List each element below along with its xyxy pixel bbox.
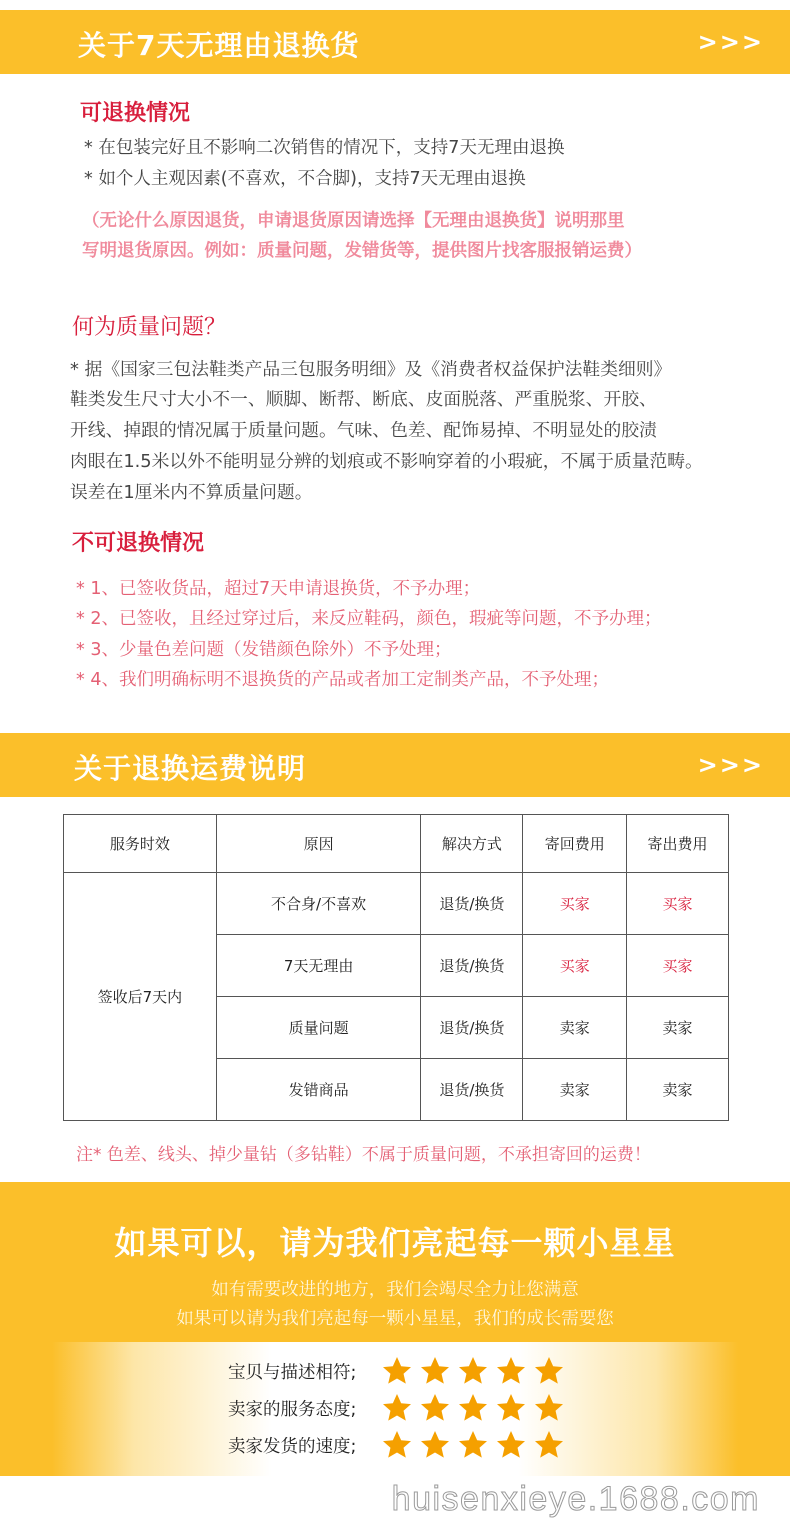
rating-row	[228, 1391, 568, 1425]
star-group	[378, 1353, 568, 1389]
rating-subtitle: 如有需要改进的地方，我们会竭尽全力让您满意	[211, 1280, 579, 1300]
table-row	[64, 873, 729, 935]
quality-line: 肉眼在1.5米以外不能明显分辨的划痕或不影响穿着的小瑕疵，不属于质量范畴。	[70, 451, 703, 472]
star-icon	[530, 1353, 568, 1389]
star-icon	[530, 1390, 568, 1426]
table-header-cell: 原因	[216, 815, 421, 873]
star-icon	[378, 1353, 416, 1389]
star-icon	[378, 1390, 416, 1426]
nonreturn-line: * 4、我们明确标明不退换货的产品或者加工定制类产品，不予处理；	[76, 670, 609, 690]
banner-title: 关于7天无理由退换货	[78, 29, 360, 62]
footer	[0, 1476, 790, 1532]
table-header-cell: 寄回费用	[523, 815, 627, 873]
return-fee-cell: 买家	[523, 873, 627, 935]
rating-subtitle: 如果可以请为我们亮起每一颗小星星，我们的成长需要您	[176, 1309, 614, 1329]
shop-domain: huisenxieye.1688.com	[391, 1480, 760, 1518]
banner-arrows: >>>	[697, 751, 764, 779]
return-fee-cell: 卖家	[523, 997, 627, 1059]
reason-cell: 发错商品	[216, 1059, 421, 1121]
reason-cell: 7天无理由	[216, 935, 421, 997]
rating-label: 卖家的服务态度;	[228, 1399, 357, 1420]
return-fee-cell: 买家	[523, 935, 627, 997]
notice-line: （无论什么原因退货，申请退货原因请选择【无理由退换货】说明那里	[82, 211, 625, 231]
rating-box	[52, 1342, 738, 1476]
reason-cell: 质量问题	[216, 997, 421, 1059]
rating-row	[228, 1428, 568, 1462]
solution-cell: 退货/换货	[421, 873, 523, 935]
rating-request-panel	[0, 1182, 790, 1476]
shipping-fee-table	[63, 814, 729, 1121]
service-period-cell: 签收后7天内	[64, 873, 217, 1121]
rating-label: 卖家发货的速度;	[228, 1436, 357, 1457]
shipping-note: 注* 色差、线头、掉少量钻（多钻鞋）不属于质量问题，不承担寄回的运费！	[76, 1145, 651, 1165]
nonreturn-line: * 3、少量色差问题（发错颜色除外）不予处理；	[76, 640, 452, 660]
star-icon	[378, 1427, 416, 1463]
banner-arrows: >>>	[697, 28, 764, 56]
nonreturn-heading: 不可退换情况	[72, 531, 205, 556]
send-fee-cell: 买家	[627, 873, 729, 935]
star-group	[378, 1427, 568, 1463]
solution-cell: 退货/换货	[421, 997, 523, 1059]
star-icon	[492, 1390, 530, 1426]
send-fee-cell: 卖家	[627, 1059, 729, 1121]
banner-title: 关于退换运费说明	[74, 752, 307, 785]
return-fee-cell: 卖家	[523, 1059, 627, 1121]
nonreturn-line: * 1、已签收货品，超过7天申请退换货，不予办理；	[76, 579, 481, 599]
returnable-line: * 如个人主观因素(不喜欢，不合脚)，支持7天无理由退换	[84, 169, 526, 189]
quality-line: * 据《国家三包法鞋类产品三包服务明细》及《消费者权益保护法鞋类细则》	[70, 359, 672, 380]
rating-row	[228, 1354, 568, 1388]
returnable-heading: 可退换情况	[80, 101, 191, 126]
quality-line: 开线、掉跟的情况属于质量问题。气味、色差、配饰易掉、不明显处的胶渍	[70, 420, 657, 441]
star-icon	[454, 1353, 492, 1389]
table-header-cell: 寄出费用	[627, 815, 729, 873]
quality-heading: 何为质量问题？	[72, 315, 227, 340]
quality-line: 误差在1厘米内不算质量问题。	[70, 482, 313, 503]
nonreturn-line: * 2、已签收，且经过穿过后，来反应鞋码，颜色，瑕疵等问题，不予办理；	[76, 609, 662, 629]
star-icon	[530, 1427, 568, 1463]
section-banner-shipping	[0, 733, 790, 797]
star-icon	[416, 1427, 454, 1463]
table-header-cell: 服务时效	[64, 815, 217, 873]
solution-cell: 退货/换货	[421, 1059, 523, 1121]
quality-line: 鞋类发生尺寸大小不一、顺脚、断帮、断底、皮面脱落、严重脱浆、开胶、	[70, 389, 657, 410]
solution-cell: 退货/换货	[421, 935, 523, 997]
rating-title: 如果可以，请为我们亮起每一颗小星星	[114, 1224, 676, 1262]
star-group	[378, 1390, 568, 1426]
star-icon	[454, 1390, 492, 1426]
star-icon	[416, 1353, 454, 1389]
send-fee-cell: 卖家	[627, 997, 729, 1059]
star-icon	[492, 1427, 530, 1463]
section-banner-returns	[0, 10, 790, 74]
table-header-cell: 解决方式	[421, 815, 523, 873]
star-icon	[492, 1353, 530, 1389]
returnable-line: * 在包装完好且不影响二次销售的情况下，支持7天无理由退换	[84, 138, 565, 158]
star-icon	[454, 1427, 492, 1463]
send-fee-cell: 买家	[627, 935, 729, 997]
star-icon	[416, 1390, 454, 1426]
table-header-row	[64, 815, 729, 873]
rating-label: 宝贝与描述相符;	[228, 1362, 357, 1383]
reason-cell: 不合身/不喜欢	[216, 873, 421, 935]
notice-line: 写明退货原因。例如：质量问题，发错货等，提供图片找客服报销运费）	[82, 241, 642, 261]
